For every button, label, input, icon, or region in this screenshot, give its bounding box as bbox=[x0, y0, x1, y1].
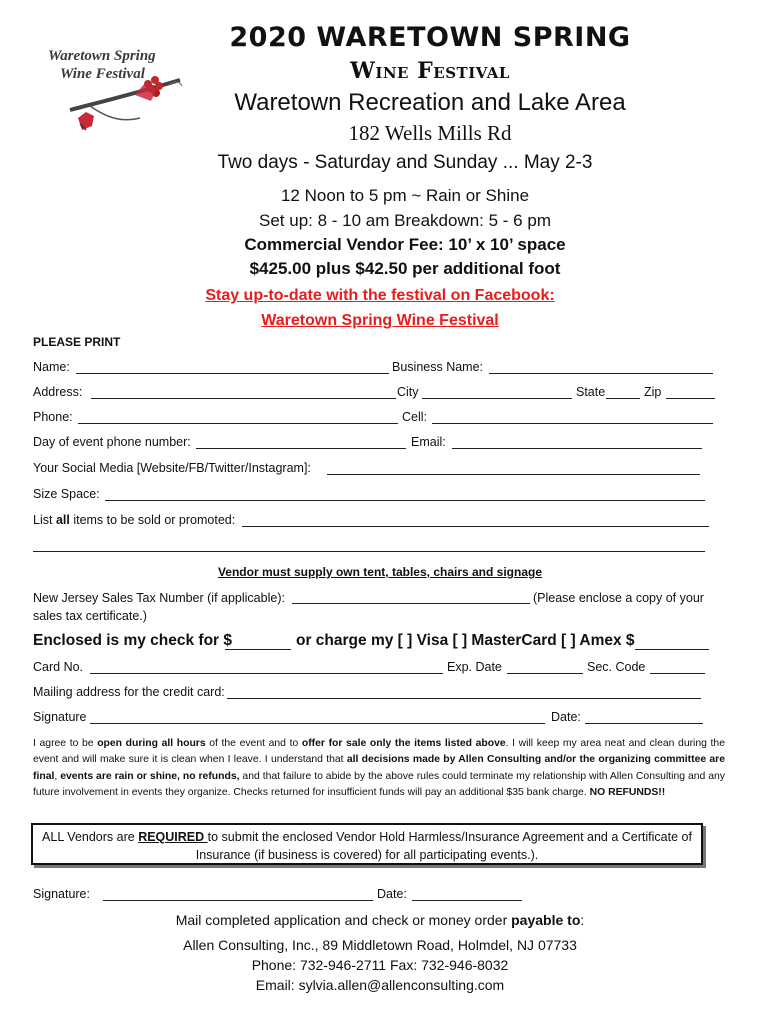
final-signature-field[interactable] bbox=[103, 887, 373, 901]
phone-label: Phone: bbox=[33, 410, 73, 424]
social-label: Your Social Media [Website/FB/Twitter/Instagram]: bbox=[33, 461, 311, 475]
size-space-field[interactable] bbox=[105, 487, 705, 501]
mail-instructions: Mail completed application and check or money order payable to: bbox=[175, 912, 585, 928]
sec-code-label: Sec. Code bbox=[587, 660, 646, 674]
items-field[interactable] bbox=[242, 513, 709, 527]
charge-amount-field[interactable] bbox=[635, 634, 709, 650]
tax-note-2: sales tax certificate.) bbox=[33, 609, 147, 623]
address-label: Address: bbox=[33, 385, 83, 399]
zip-label: Zip bbox=[644, 385, 662, 399]
vendor-fee: Commercial Vendor Fee: 10’ x 10’ space bbox=[244, 235, 566, 254]
mailing-label: Mailing address for the credit card: bbox=[33, 685, 225, 699]
final-date-label: Date: bbox=[377, 887, 407, 901]
facebook-link[interactable]: Stay up-to-date with the festival on Facebook: bbox=[205, 287, 555, 304]
logo-line-2: Wine Festival bbox=[60, 66, 145, 82]
signature-label: Signature bbox=[33, 710, 87, 724]
facebook-page-link[interactable]: Waretown Spring Wine Festival bbox=[261, 312, 499, 329]
items-label: List all items to be sold or promoted: bbox=[33, 513, 236, 527]
business-name-label: Business Name: bbox=[392, 360, 484, 374]
email-label: Email: bbox=[411, 435, 446, 449]
sec-code-field[interactable] bbox=[650, 660, 705, 674]
date-field[interactable] bbox=[585, 710, 703, 724]
event-dates: Two days - Saturday and Sunday ... May 2-3 bbox=[217, 152, 593, 173]
charge-options-label[interactable]: or charge my [ ] Visa [ ] MasterCard [ ] Amex $ bbox=[296, 632, 635, 649]
name-field[interactable] bbox=[76, 360, 389, 374]
tax-number-field[interactable] bbox=[292, 590, 530, 604]
venue-name: Waretown Recreation and Lake Area bbox=[234, 89, 626, 116]
city-label: City bbox=[397, 385, 419, 399]
card-no-label: Card No. bbox=[33, 660, 84, 674]
cell-field[interactable] bbox=[432, 410, 713, 424]
size-space-label: Size Space: bbox=[33, 487, 100, 501]
exp-date-label: Exp. Date bbox=[447, 660, 502, 674]
logo-line-1: Waretown Spring bbox=[48, 48, 156, 64]
date-label: Date: bbox=[551, 710, 581, 724]
name-label: Name: bbox=[33, 360, 70, 374]
mailing-field[interactable] bbox=[227, 685, 701, 699]
day-phone-field[interactable] bbox=[196, 435, 406, 449]
check-label: Enclosed is my check for $ bbox=[33, 632, 233, 649]
state-label: State bbox=[576, 385, 606, 399]
signature-field[interactable] bbox=[90, 710, 545, 724]
exp-date-field[interactable] bbox=[507, 660, 583, 674]
setup-times: Set up: 8 - 10 am Breakdown: 5 - 6 pm bbox=[259, 211, 551, 230]
please-print-label: PLEASE PRINT bbox=[33, 335, 121, 349]
sales-tax-section bbox=[33, 589, 723, 625]
tax-label: New Jersey Sales Tax Number (if applicable): bbox=[33, 591, 285, 605]
insurance-notice: ALL Vendors are REQUIRED to submit the enclosed Vendor Hold Harmless/Insurance Agreement and a Certificate of Insurance (if business is covered) for all participating events.). bbox=[31, 823, 703, 865]
final-signature-label: Signature: bbox=[33, 887, 90, 901]
contact-email[interactable]: Email: sylvia.allen@allenconsulting.com bbox=[255, 977, 505, 993]
vendor-supplies-note: Vendor must supply own tent, tables, chairs and signage bbox=[217, 565, 543, 579]
venue-address: 182 Wells Mills Rd bbox=[348, 121, 512, 145]
check-amount-field[interactable] bbox=[225, 634, 291, 650]
business-name-field[interactable] bbox=[489, 360, 713, 374]
day-phone-label: Day of event phone number: bbox=[33, 435, 191, 449]
phone-field[interactable] bbox=[78, 410, 398, 424]
contact-phone: Phone: 732-946-2711 Fax: 732-946-8032 bbox=[251, 957, 509, 973]
state-field[interactable] bbox=[606, 385, 640, 399]
email-field[interactable] bbox=[452, 435, 702, 449]
page-title: 2020 WARETOWN SPRING bbox=[229, 22, 631, 53]
card-no-field[interactable] bbox=[90, 660, 443, 674]
event-hours: 12 Noon to 5 pm ~ Rain or Shine bbox=[280, 186, 530, 205]
items-field-2[interactable] bbox=[33, 538, 705, 552]
final-date-field[interactable] bbox=[412, 887, 522, 901]
tax-note: (Please enclose a copy of your bbox=[533, 591, 704, 605]
social-field[interactable] bbox=[327, 461, 700, 475]
company-address: Allen Consulting, Inc., 89 Middletown Road, Holmdel, NJ 07733 bbox=[183, 937, 577, 953]
page-subtitle: Wine Festival bbox=[350, 58, 510, 84]
terms-paragraph: I agree to be open during all hours of the event and to offer for sale only the items listed above. I will keep my area neat and clean during the event and will make sure it is clean when I leave. I understand that all decisions made by Allen Consulting and/or the organizing committee are final, events are rain or shine, no refunds, and that failure to abide by the above rules could terminate my relationship with Allen Consulting and any future involvement in events they organize. Checks returned for insufficient funds will pay an additional $35 bank charge. NO REFUNDS!! bbox=[33, 738, 725, 798]
zip-field[interactable] bbox=[666, 385, 715, 399]
vendor-fee-extra: $425.00 plus $42.50 per additional foot bbox=[249, 259, 561, 278]
address-field[interactable] bbox=[91, 385, 396, 399]
city-field[interactable] bbox=[422, 385, 572, 399]
cell-label: Cell: bbox=[402, 410, 428, 424]
